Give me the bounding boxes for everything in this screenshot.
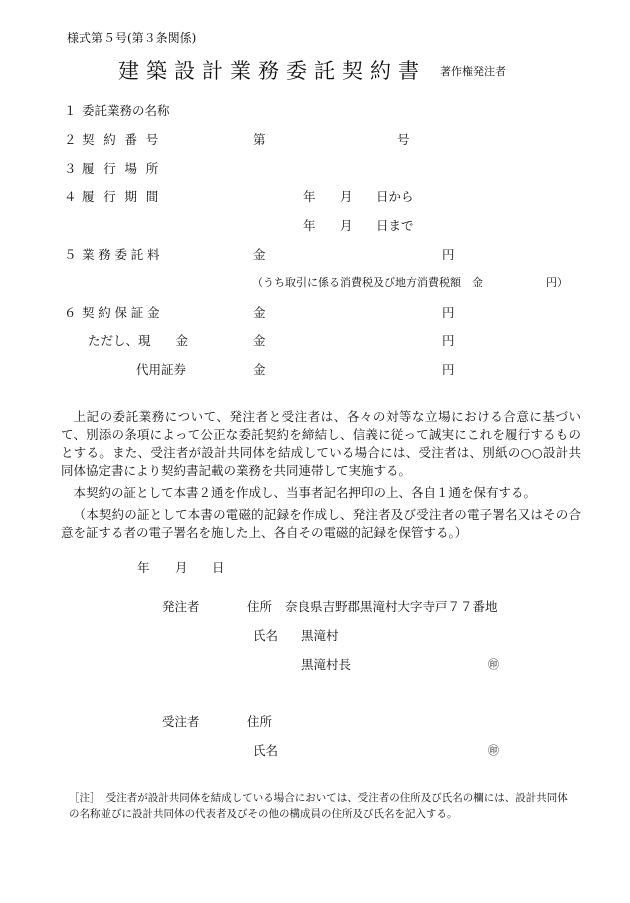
contractor-address-label: 住所 bbox=[247, 714, 273, 729]
item2-number: ２ bbox=[64, 132, 77, 147]
item5-number: ５ bbox=[64, 247, 77, 262]
tax-note-close: 円） bbox=[546, 276, 568, 289]
period-start-year: 年 bbox=[303, 189, 316, 204]
contract-number-prefix: 第 bbox=[253, 132, 266, 147]
bond-kin: 金 bbox=[253, 362, 266, 377]
document-title: 建築設計業務委託契約書 bbox=[118, 59, 426, 83]
period-end-day: 日まで bbox=[376, 218, 414, 233]
fee-kin: 金 bbox=[253, 247, 266, 262]
cash-kin: 金 bbox=[253, 333, 266, 348]
document-subtitle: 著作権発注者 bbox=[440, 65, 506, 78]
item4-number: ４ bbox=[64, 189, 77, 204]
orderer-address: 奈良県吉野郡黒滝村大字寺戸７７番地 bbox=[285, 599, 498, 614]
cash-yen: 円 bbox=[442, 333, 455, 348]
body-paragraph-2: 本契約の証として本書２通を作成し、当事者記名押印の上、各自１通を保有する。 bbox=[73, 485, 537, 500]
contractor-seal-mark: ㊞ bbox=[488, 744, 499, 757]
orderer-address-label: 住所 bbox=[247, 599, 273, 614]
orderer-representative: 黒滝村長 bbox=[301, 657, 352, 672]
footnote: ［注］ 受注者が設計共同体を結成している場合においては、受注者の住所及び氏名の欄には、設計共同体の名称並びに設計共同体の代表者及びその他の構成員の住所及び氏名を記入する。 bbox=[69, 792, 568, 820]
deposit-kin: 金 bbox=[253, 305, 266, 320]
period-start-month: 月 bbox=[340, 189, 353, 204]
body-paragraph-3: （本契約の証として本書の電磁的記録を作成し、発注者及び受注者の電子署名又はその合意を証する者の電子署名を施した上、各自その電磁的記録を保管する。） bbox=[61, 507, 581, 540]
body-paragraph-1: 上記の委託業務について、発注者と受注者は、各々の対等な立場における合意に基づいて、別添の条項によって公正な委託契約を締結し、信義に従って誠実にこれを履行するものとする。また、受注者が設計共同体を結成している場合には、受注者は、別紙の○○設計共同体協定書により契約書記載の業務を共同連帯して実施する。 bbox=[61, 409, 581, 478]
bond-label: 代用証券 bbox=[136, 362, 187, 377]
orderer-name: 黒滝村 bbox=[301, 628, 339, 643]
deposit-yen: 円 bbox=[442, 305, 455, 320]
period-end-year: 年 bbox=[303, 218, 316, 233]
cash-label: ただし、現 金 bbox=[88, 333, 189, 348]
item6-number: ６ bbox=[64, 305, 77, 320]
orderer-seal-mark: ㊞ bbox=[488, 658, 499, 671]
item1-number: １ bbox=[64, 103, 77, 118]
date-day: 日 bbox=[212, 560, 225, 575]
item2-label: 契約番号 bbox=[82, 132, 168, 147]
item3-number: ３ bbox=[64, 161, 77, 176]
item3-label: 履行場所 bbox=[82, 161, 168, 176]
fee-yen: 円 bbox=[442, 247, 455, 262]
orderer-role: 発注者 bbox=[162, 599, 200, 614]
item1-label: 委託業務の名称 bbox=[82, 103, 170, 118]
contractor-role: 受注者 bbox=[162, 714, 200, 729]
form-number: 様式第５号(第３条関係) bbox=[67, 31, 197, 45]
item4-label: 履行期間 bbox=[82, 189, 168, 204]
contractor-name-label: 氏名 bbox=[253, 743, 279, 758]
period-start-day: 日から bbox=[376, 189, 414, 204]
date-month: 月 bbox=[175, 560, 188, 575]
item6-label: 契約保証金 bbox=[82, 305, 164, 320]
bond-yen: 円 bbox=[442, 362, 455, 377]
item5-label: 業務委託料 bbox=[82, 247, 164, 262]
period-end-month: 月 bbox=[340, 218, 353, 233]
orderer-name-label: 氏名 bbox=[253, 628, 279, 643]
tax-note: （うち取引に係る消費税及び地方消費税額 金 bbox=[252, 276, 483, 289]
date-year: 年 bbox=[137, 560, 150, 575]
contract-number-suffix: 号 bbox=[397, 132, 410, 147]
